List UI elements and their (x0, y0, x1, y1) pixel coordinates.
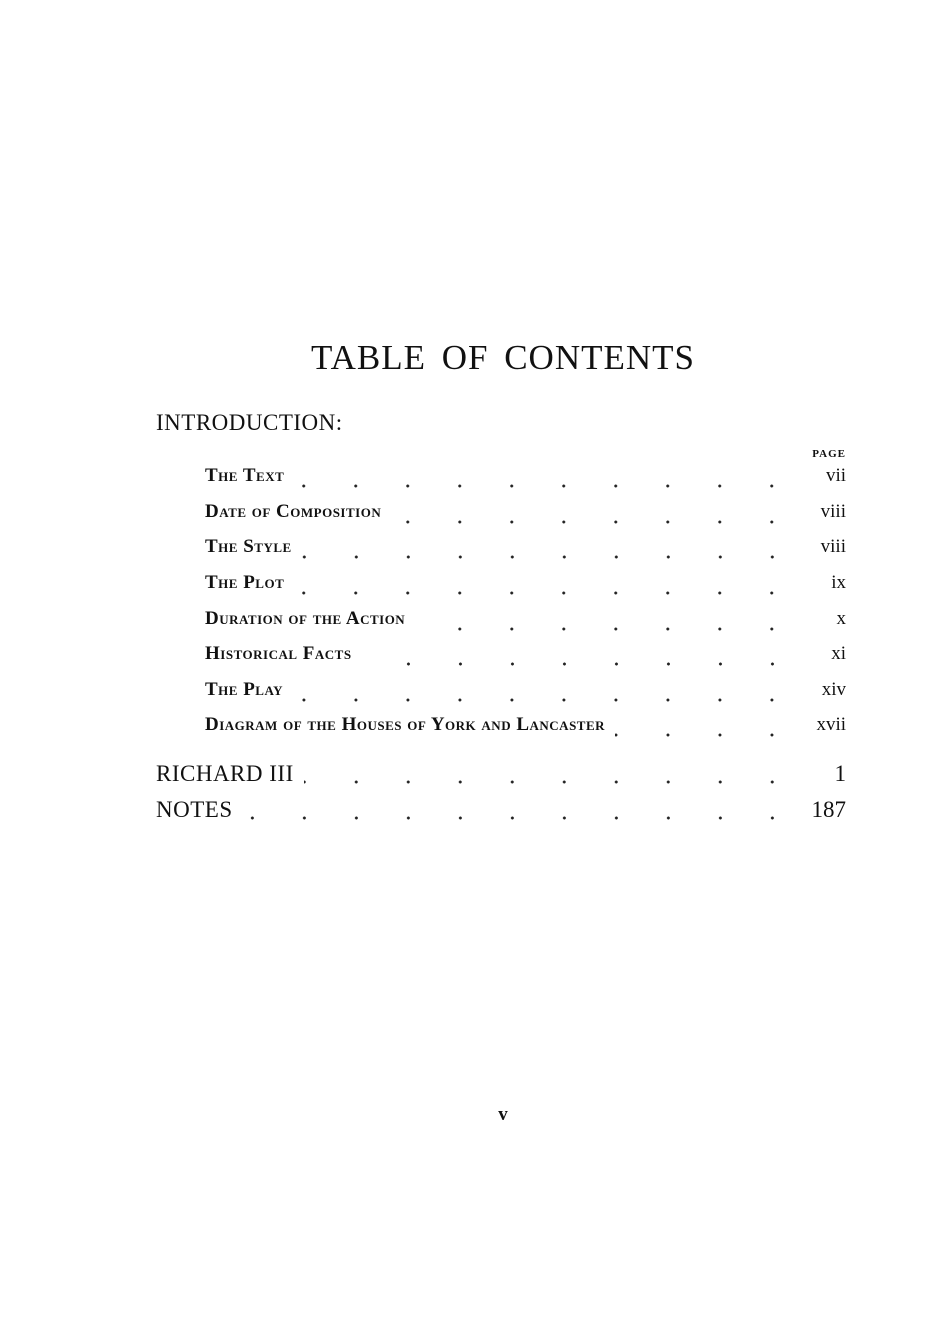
page-title: TABLE OF CONTENTS (311, 338, 695, 377)
page-folio: v (498, 1104, 508, 1125)
dot-leader (304, 762, 798, 785)
dot-leader (294, 577, 798, 596)
toc-entry-the-play (205, 679, 846, 709)
toc-entry-page: x (836, 608, 846, 629)
toc-entry-date-of-composition (205, 501, 846, 531)
toc-entry-page: viii (820, 501, 846, 522)
dot-leader (391, 506, 798, 525)
toc-entry-diagram-of-houses (205, 714, 846, 744)
toc-entry-label: RICHARD III (156, 761, 294, 786)
toc-entry-the-plot (205, 572, 846, 602)
toc-entry-richard-iii (156, 761, 846, 791)
toc-entry-page: viii (820, 536, 846, 557)
toc-entry-the-style (205, 536, 846, 566)
toc-entry-label: Diagram of the Houses of York and Lancaster (205, 714, 606, 735)
dot-leader (302, 541, 798, 560)
toc-entry-label: The Text (205, 465, 285, 486)
dot-leader (243, 798, 798, 821)
toc-entry-duration-of-the-action (205, 608, 846, 638)
introduction-heading: INTRODUCTION: (156, 410, 343, 435)
toc-entry-label: The Style (205, 536, 292, 557)
dot-leader (294, 470, 798, 489)
toc-entry-label: NOTES (156, 797, 233, 822)
dot-leader (362, 648, 798, 667)
toc-entry-label: Duration of the Action (205, 608, 406, 629)
dot-leader (615, 719, 798, 738)
toc-entry-historical-facts (205, 643, 846, 673)
toc-entry-page: ix (831, 572, 846, 593)
toc-entry-label: Date of Composition (205, 501, 382, 522)
toc-entry-label: Historical Facts (205, 643, 352, 664)
toc-entry-page: 187 (811, 797, 846, 822)
toc-entry-page: xiv (821, 679, 846, 700)
toc-entry-page: xi (831, 643, 846, 664)
dot-leader (415, 613, 798, 632)
dot-leader (293, 684, 798, 703)
toc-entry-notes (156, 797, 846, 827)
toc-entry-label: The Plot (205, 572, 285, 593)
toc-entry-label: The Play (205, 679, 284, 700)
toc-entry-page: vii (825, 465, 846, 486)
toc-entry-page: xvii (816, 714, 846, 735)
toc-entry-the-text (205, 465, 846, 495)
page-column-label: PAGE (812, 448, 846, 460)
toc-entry-page: 1 (834, 761, 846, 786)
